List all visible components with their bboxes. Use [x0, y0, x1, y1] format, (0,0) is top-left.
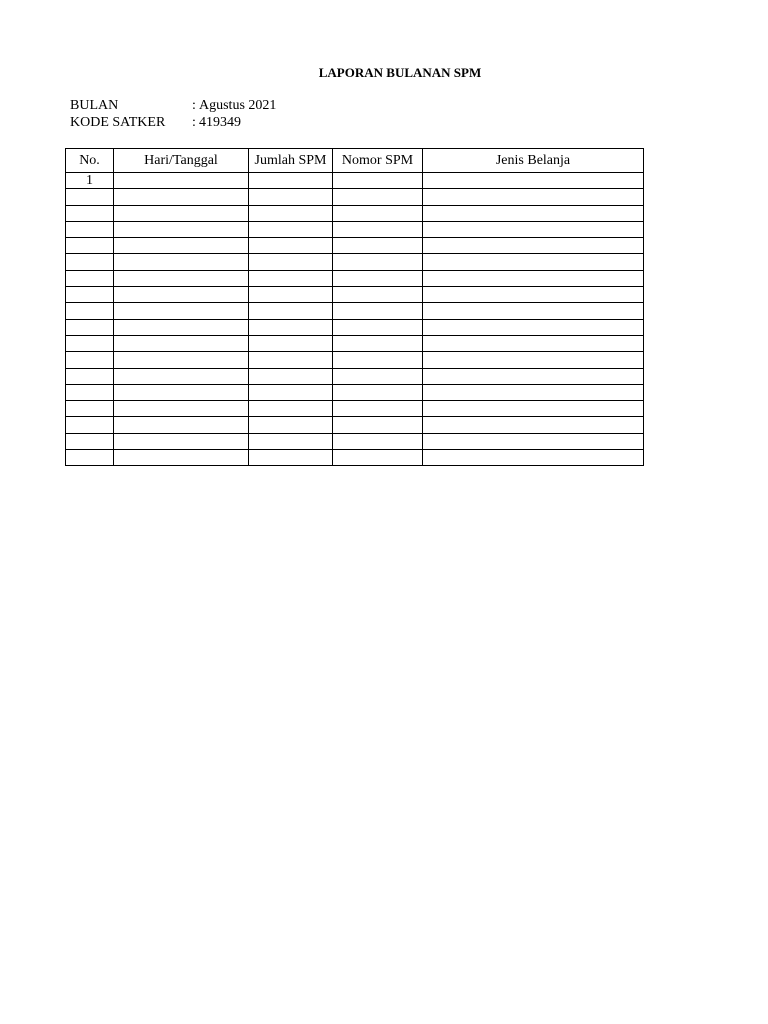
meta-label: BULAN — [70, 98, 119, 113]
table-row — [66, 450, 644, 466]
table-cell — [66, 254, 114, 270]
table-cell — [114, 368, 249, 384]
table-row — [66, 401, 644, 417]
table-cell — [66, 384, 114, 400]
table-cell — [423, 401, 644, 417]
table-cell — [333, 401, 423, 417]
table-row — [66, 189, 644, 205]
table-cell — [66, 205, 114, 221]
table-cell — [423, 417, 644, 433]
table-cell — [333, 335, 423, 351]
table-cell — [423, 303, 644, 319]
table-cell: 1 — [66, 173, 114, 189]
meta-row-kode-satker — [70, 114, 276, 131]
table-cell — [423, 384, 644, 400]
table-cell — [66, 189, 114, 205]
table-cell — [249, 335, 333, 351]
table-cell — [249, 433, 333, 449]
table-cell — [423, 319, 644, 335]
table-row — [66, 205, 644, 221]
table-cell — [66, 352, 114, 368]
column-header-nomor-spm: Nomor SPM — [333, 149, 423, 173]
table-cell — [333, 384, 423, 400]
table-cell — [423, 221, 644, 237]
meta-row-bulan — [70, 97, 276, 114]
table-cell — [423, 352, 644, 368]
table-cell — [114, 450, 249, 466]
table-row — [66, 287, 644, 303]
table-cell — [114, 319, 249, 335]
table-cell — [66, 270, 114, 286]
table-cell — [114, 417, 249, 433]
table-row — [66, 270, 644, 286]
table-cell — [66, 319, 114, 335]
table-cell — [114, 433, 249, 449]
table-cell — [249, 287, 333, 303]
table-cell — [66, 433, 114, 449]
table-cell — [423, 433, 644, 449]
column-header-no: No. — [66, 149, 114, 173]
table-cell — [423, 335, 644, 351]
table-cell — [114, 335, 249, 351]
table-cell — [249, 368, 333, 384]
table-cell — [249, 173, 333, 189]
table-cell — [423, 205, 644, 221]
meta-value: 419349 — [199, 115, 241, 130]
spm-table — [65, 148, 644, 466]
page-title: LAPORAN BULANAN SPM — [318, 65, 482, 80]
table-body — [66, 173, 644, 466]
table-cell — [114, 205, 249, 221]
column-header-hari-tanggal: Hari/Tanggal — [114, 149, 249, 173]
table-cell — [249, 319, 333, 335]
table-row — [66, 319, 644, 335]
table-cell — [249, 238, 333, 254]
table-cell — [114, 173, 249, 189]
table-cell — [333, 238, 423, 254]
table-cell — [333, 287, 423, 303]
table-cell — [114, 254, 249, 270]
table-cell — [423, 173, 644, 189]
table-cell — [249, 401, 333, 417]
table-cell — [423, 189, 644, 205]
table-cell — [333, 189, 423, 205]
table-row — [66, 417, 644, 433]
table-row — [66, 368, 644, 384]
table-cell — [423, 270, 644, 286]
table-cell — [66, 303, 114, 319]
meta-separator: : — [192, 98, 196, 113]
table-row — [66, 335, 644, 351]
table-cell — [333, 352, 423, 368]
table-cell — [114, 189, 249, 205]
meta-separator: : — [192, 115, 196, 130]
table-cell — [423, 368, 644, 384]
table-cell — [333, 254, 423, 270]
table-row — [66, 384, 644, 400]
table-cell — [423, 238, 644, 254]
table-cell — [423, 450, 644, 466]
table-cell — [66, 368, 114, 384]
table-cell — [114, 352, 249, 368]
table-cell — [333, 417, 423, 433]
table-cell — [249, 450, 333, 466]
table-cell — [333, 368, 423, 384]
table-cell — [333, 303, 423, 319]
report-meta — [70, 97, 276, 131]
table-cell — [114, 238, 249, 254]
table-cell — [66, 335, 114, 351]
table-cell — [423, 254, 644, 270]
table-cell — [66, 417, 114, 433]
table-row — [66, 173, 644, 189]
table-cell — [66, 287, 114, 303]
table-cell — [114, 270, 249, 286]
table-row — [66, 433, 644, 449]
table-cell — [333, 450, 423, 466]
table-row — [66, 238, 644, 254]
table-cell — [333, 221, 423, 237]
meta-value: Agustus 2021 — [199, 98, 277, 113]
column-header-jenis-belanja: Jenis Belanja — [423, 149, 644, 173]
table-cell — [249, 254, 333, 270]
table-cell — [66, 401, 114, 417]
table-cell — [114, 303, 249, 319]
table-cell — [333, 205, 423, 221]
table-cell — [114, 287, 249, 303]
table-row — [66, 254, 644, 270]
table-row — [66, 303, 644, 319]
table-cell — [249, 352, 333, 368]
table-cell — [333, 319, 423, 335]
table-cell — [249, 417, 333, 433]
table-cell — [66, 238, 114, 254]
table-cell — [66, 450, 114, 466]
table-row — [66, 221, 644, 237]
column-header-jumlah-spm: Jumlah SPM — [249, 149, 333, 173]
table-cell — [249, 384, 333, 400]
table-cell — [249, 221, 333, 237]
table-cell — [249, 205, 333, 221]
table-cell — [114, 401, 249, 417]
table-cell — [423, 287, 644, 303]
table-cell — [333, 270, 423, 286]
table-cell — [114, 221, 249, 237]
table-cell — [249, 189, 333, 205]
table-cell — [249, 303, 333, 319]
table-cell — [333, 173, 423, 189]
table-cell — [66, 221, 114, 237]
meta-label: KODE SATKER — [70, 115, 166, 130]
table-cell — [114, 384, 249, 400]
table-header-row — [66, 149, 644, 173]
table-row — [66, 352, 644, 368]
table-cell — [333, 433, 423, 449]
table-cell — [249, 270, 333, 286]
